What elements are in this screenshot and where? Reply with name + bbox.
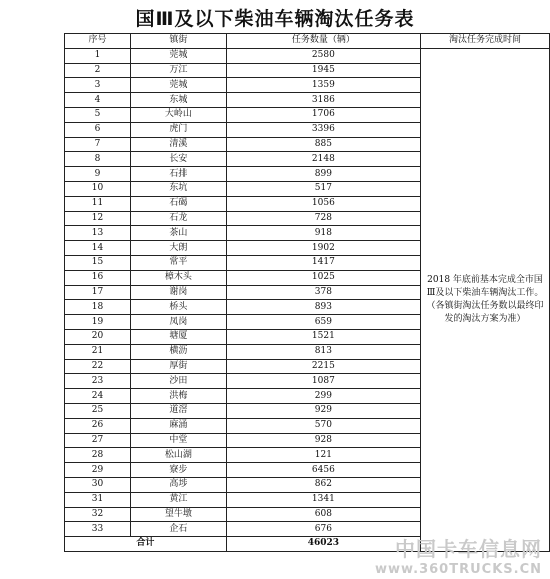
- row-index: 2: [65, 63, 131, 78]
- row-index: 6: [65, 122, 131, 137]
- row-index: 3: [65, 78, 131, 93]
- row-count: 918: [226, 226, 420, 241]
- row-count: 608: [226, 507, 420, 522]
- row-index: 17: [65, 285, 131, 300]
- row-town: 石排: [131, 167, 227, 182]
- row-index: 8: [65, 152, 131, 167]
- row-index: 21: [65, 344, 131, 359]
- row-count: 1902: [226, 241, 420, 256]
- row-count: 899: [226, 167, 420, 182]
- row-town: 东坑: [131, 181, 227, 196]
- deadline-note: 2018 年底前基本完成全市国Ⅲ及以下柴油车辆淘汰工作。（各镇街淘汰任务数以最终印发的淘汰方案为准）: [421, 48, 550, 551]
- row-count: 3396: [226, 122, 420, 137]
- watermark-url: www.360TRUCKS.CN: [374, 562, 542, 577]
- row-index: 33: [65, 522, 131, 537]
- header-town: 镇街: [131, 34, 227, 49]
- row-town: 松山湖: [131, 448, 227, 463]
- row-index: 24: [65, 389, 131, 404]
- row-town: 横沥: [131, 344, 227, 359]
- row-town: 桥头: [131, 300, 227, 315]
- row-index: 27: [65, 433, 131, 448]
- row-index: 20: [65, 329, 131, 344]
- row-index: 19: [65, 315, 131, 330]
- row-count: 1945: [226, 63, 420, 78]
- row-town: 常平: [131, 255, 227, 270]
- row-town: 清溪: [131, 137, 227, 152]
- total-count: 46023: [226, 537, 420, 552]
- row-town: 樟木头: [131, 270, 227, 285]
- table-row: [65, 48, 550, 63]
- row-town: 大朗: [131, 241, 227, 256]
- watermark-name: 中国卡车信息网: [395, 537, 542, 561]
- row-town: 中堂: [131, 433, 227, 448]
- row-count: 1087: [226, 374, 420, 389]
- row-town: 东城: [131, 93, 227, 108]
- row-town: 茶山: [131, 226, 227, 241]
- row-count: 862: [226, 477, 420, 492]
- row-town: 塘厦: [131, 329, 227, 344]
- row-town: 石龙: [131, 211, 227, 226]
- row-count: 1521: [226, 329, 420, 344]
- header-deadline: 淘汰任务完成时间: [421, 34, 550, 49]
- row-count: 517: [226, 181, 420, 196]
- row-index: 32: [65, 507, 131, 522]
- row-town: 高埗: [131, 477, 227, 492]
- row-index: 1: [65, 48, 131, 63]
- header-count: 任务数量（辆）: [226, 34, 420, 49]
- row-count: 2215: [226, 359, 420, 374]
- row-index: 15: [65, 255, 131, 270]
- row-town: 石碣: [131, 196, 227, 211]
- header-index: 序号: [65, 34, 131, 49]
- row-index: 10: [65, 181, 131, 196]
- row-count: 1025: [226, 270, 420, 285]
- row-index: 11: [65, 196, 131, 211]
- row-count: 6456: [226, 463, 420, 478]
- row-count: 3186: [226, 93, 420, 108]
- row-count: 1359: [226, 78, 420, 93]
- row-town: 虎门: [131, 122, 227, 137]
- table-header-row: [65, 34, 550, 49]
- row-count: 813: [226, 344, 420, 359]
- row-index: 30: [65, 477, 131, 492]
- row-index: 28: [65, 448, 131, 463]
- row-count: 728: [226, 211, 420, 226]
- row-count: 1341: [226, 492, 420, 507]
- row-count: 1706: [226, 107, 420, 122]
- row-town: 大岭山: [131, 107, 227, 122]
- row-town: 麻涌: [131, 418, 227, 433]
- total-label: 合计: [65, 537, 227, 552]
- elimination-table: [64, 33, 550, 552]
- row-count: 2580: [226, 48, 420, 63]
- row-count: 2148: [226, 152, 420, 167]
- row-index: 13: [65, 226, 131, 241]
- row-town: 黄江: [131, 492, 227, 507]
- row-index: 16: [65, 270, 131, 285]
- row-index: 31: [65, 492, 131, 507]
- row-count: 885: [226, 137, 420, 152]
- row-index: 26: [65, 418, 131, 433]
- watermark: [375, 533, 542, 577]
- row-count: 1056: [226, 196, 420, 211]
- row-index: 23: [65, 374, 131, 389]
- row-count: 121: [226, 448, 420, 463]
- row-index: 18: [65, 300, 131, 315]
- row-count: 570: [226, 418, 420, 433]
- row-town: 望牛墩: [131, 507, 227, 522]
- row-count: 893: [226, 300, 420, 315]
- row-index: 25: [65, 403, 131, 418]
- row-index: 4: [65, 93, 131, 108]
- row-town: 企石: [131, 522, 227, 537]
- row-count: 929: [226, 403, 420, 418]
- row-index: 14: [65, 241, 131, 256]
- row-index: 7: [65, 137, 131, 152]
- row-town: 沙田: [131, 374, 227, 389]
- page-title: 国Ⅲ及以下柴油车辆淘汰任务表: [135, 8, 415, 30]
- row-count: 1417: [226, 255, 420, 270]
- row-count: 378: [226, 285, 420, 300]
- row-town: 道滘: [131, 403, 227, 418]
- row-index: 22: [65, 359, 131, 374]
- row-town: 凤岗: [131, 315, 227, 330]
- row-town: 长安: [131, 152, 227, 167]
- row-count: 928: [226, 433, 420, 448]
- row-count: 299: [226, 389, 420, 404]
- row-town: 莞城: [131, 78, 227, 93]
- row-count: 659: [226, 315, 420, 330]
- row-index: 12: [65, 211, 131, 226]
- row-town: 谢岗: [131, 285, 227, 300]
- row-town: 洪梅: [131, 389, 227, 404]
- row-index: 29: [65, 463, 131, 478]
- row-town: 厚街: [131, 359, 227, 374]
- row-town: 寮步: [131, 463, 227, 478]
- row-index: 5: [65, 107, 131, 122]
- row-index: 9: [65, 167, 131, 182]
- row-count: 676: [226, 522, 420, 537]
- table-body: [65, 48, 550, 551]
- row-town: 万江: [131, 63, 227, 78]
- row-town: 莞城: [131, 48, 227, 63]
